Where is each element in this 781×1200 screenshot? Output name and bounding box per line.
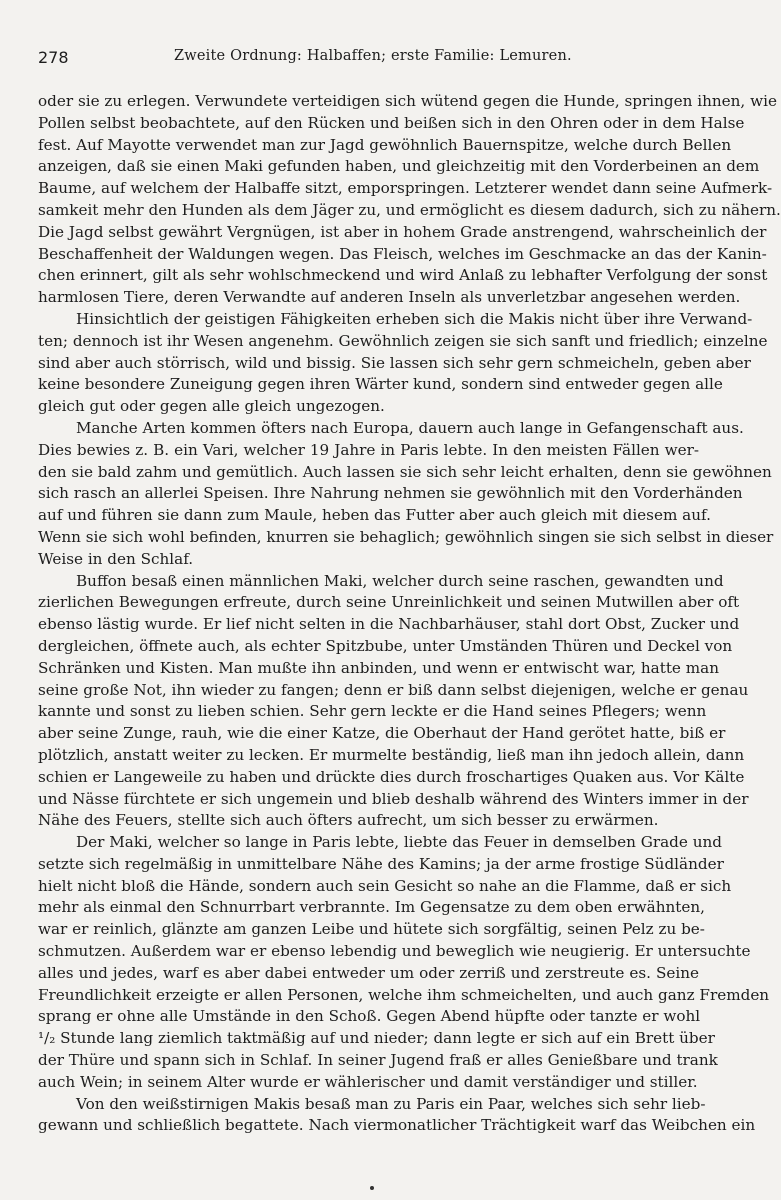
text-line: zierlichen Bewegungen erfreute, durch seine Unreinlichkeit und seinen Mutwillen aber oft — [38, 593, 740, 612]
text-line: Der Maki, welcher so lange in Paris lebte, liebte das Feuer in demselben Grade und — [76, 833, 722, 852]
text-line: auf und führen sie dann zum Maule, heben das Futter aber auch gleich mit diesem auf. — [38, 506, 711, 525]
text-line: und Nässe fürchtete er sich ungemein und blieb deshalb während des Winters immer in der — [38, 789, 749, 808]
text-line: gewann und schließlich begattete. Nach viermonatlicher Trächtigkeit warf das Weibchen ein — [38, 1116, 756, 1135]
running-head: Zweite Ordnung: Halbaffen; erste Familie: Lemuren. — [174, 48, 572, 64]
text-line: Freundlichkeit erzeigte er allen Personen, welche ihm schmeichelten, und auch ganz Fremden — [38, 985, 770, 1004]
text-line: hielt nicht bloß die Hände, sondern auch sein Gesicht so nahe an die Flamme, daß er sich — [38, 876, 732, 895]
text-line: den sie bald zahm und gemütlich. Auch lassen sie sich sehr leicht erhalten, denn sie gewöhnen — [38, 462, 772, 481]
text-line: Nähe des Feuers, stellte sich auch öfters aufrecht, um sich besser zu erwärmen. — [38, 811, 659, 830]
text-line: schien er Langeweile zu haben und drückte dies durch froschartiges Quaken aus. Vor Kälte — [38, 767, 745, 786]
text-line: Buffon besaß einen männlichen Maki, welcher durch seine raschen, gewandten und — [76, 571, 724, 590]
text-line: setzte sich regelmäßig in unmittelbare Nähe des Kamins; ja der arme frostige Südländer — [38, 854, 724, 873]
text-line: chen erinnert, gilt als sehr wohlschmeckend und wird Anlaß zu lebhafter Verfolgung der sonst — [38, 266, 768, 285]
text-line: sind aber auch störrisch, wild und bissig. Sie lassen sich sehr gern schmeicheln, geben aber — [38, 353, 751, 372]
text-line: ten; dennoch ist ihr Wesen angenehm. Gewöhnlich zeigen sie sich sanft und friedlich; einzelne — [38, 331, 768, 350]
text-line: war er reinlich, glänzte am ganzen Leibe und hütete sich sorgfältig, seinen Pelz zu be- — [38, 920, 705, 939]
text-line: der Thüre und spann sich in Schlaf. In seiner Jugend fraß er alles Genießbare und trank — [38, 1051, 718, 1070]
text-line: sprang er ohne alle Umstände in den Schoß. Gegen Abend hüpfte oder tanzte er wohl — [38, 1007, 701, 1026]
text-line: Weise in den Schlaf. — [38, 549, 194, 568]
text-line: ¹/₂ Stunde lang ziemlich taktmäßig auf und nieder; dann legte er sich auf ein Brett über — [38, 1029, 715, 1048]
text-line: auch Wein; in seinem Alter wurde er wählerischer und damit verständiger und stiller. — [38, 1072, 698, 1091]
text-line: Wenn sie sich wohl befinden, knurren sie behaglich; gewöhnlich singen sie sich selbst in dieser — [38, 527, 774, 546]
text-line: ebenso lästig wurde. Er lief nicht selten in die Nachbarhäuser, stahl dort Obst, Zucker und — [38, 615, 740, 634]
text-line: samkeit mehr den Hunden als dem Jäger zu, und ermöglicht es diesem dadurch, sich zu nähern. — [38, 200, 781, 219]
text-line: aber seine Zunge, rauh, wie die einer Katze, die Oberhaut der Hand gerötet hatte, biß er — [38, 724, 726, 743]
text-line: schmutzen. Außerdem war er ebenso lebendig und beweglich wie neugierig. Er untersuchte — [38, 942, 751, 961]
text-line: plötzlich, anstatt weiter zu lecken. Er murmelte beständig, ließ man ihn jedoch allein, dann — [38, 745, 745, 764]
text-line: Schränken und Kisten. Man mußte ihn anbinden, und wenn er entwischt war, hatte man — [38, 658, 719, 677]
text-line: alles und jedes, warf es aber dabei entweder um oder zerriß und zerstreute es. Seine — [38, 963, 699, 982]
text-line: oder sie zu erlegen. Verwundete verteidigen sich wütend gegen die Hunde, springen ihnen, wie — [38, 92, 777, 110]
text-line: Pollen selbst beobachtete, auf den Rücken und beißen sich in den Ohren oder in dem Halse — [38, 113, 745, 132]
text-line: Hinsichtlich der geistigen Fähigkeiten erheben sich die Makis nicht über ihre Verwand- — [76, 309, 753, 328]
page-number: 278 — [38, 48, 69, 67]
text-line: sich rasch an allerlei Speisen. Ihre Nahrung nehmen sie gewöhnlich mit den Vorderhänden — [38, 484, 743, 503]
text-line: seine große Not, ihn wieder zu fangen; denn er biß dann selbst diejenigen, welche er genau — [38, 680, 749, 699]
text-line: dergleichen, öffnete auch, als echter Spitzbube, unter Umständen Thüren und Deckel von — [38, 636, 733, 655]
text-line: fest. Auf Mayotte verwendet man zur Jagd gewöhnlich Bauernspitze, welche durch Bellen — [38, 135, 732, 154]
text-line: harmlosen Tiere, deren Verwandte auf anderen Inseln als unverletzbar angesehen werden. — [38, 288, 741, 307]
text-line: Manche Arten kommen öfters nach Europa, dauern auch lange in Gefangenschaft aus. — [76, 418, 744, 437]
text-line: kannte und sonst zu lieben schien. Sehr gern leckte er die Hand seines Pflegers; wenn — [38, 702, 707, 721]
text-line: mehr als einmal den Schnurrbart verbrannte. Im Gegensatze zu dem oben erwähnten, — [38, 898, 705, 917]
text-line: anzeigen, daß sie einen Maki gefunden haben, und gleichzeitig mit den Vorderbeinen an dem — [38, 157, 760, 176]
text-line: Von den weißstirnigen Makis besaß man zu Paris ein Paar, welches sich sehr lieb- — [76, 1094, 706, 1113]
text-line: Die Jagd selbst gewährt Vergnügen, ist aber in hohem Grade anstrengend, wahrscheinlich der — [38, 222, 767, 241]
text-line: Baume, auf welchem der Halbaffe sitzt, emporspringen. Letzterer wendet dann seine Aufmerk- — [38, 179, 773, 198]
footer-mark — [370, 1186, 374, 1190]
text-line: Dies bewies z. B. ein Vari, welcher 19 Jahre in Paris lebte. In den meisten Fällen wer- — [38, 440, 699, 459]
text-line: Beschaffenheit der Waldungen wegen. Das Fleisch, welches im Geschmacke an das der Kanin- — [38, 244, 767, 263]
text-line: gleich gut oder gegen alle gleich ungezogen. — [38, 397, 385, 416]
text-line: keine besondere Zuneigung gegen ihren Wärter kund, sondern sind entweder gegen alle — [38, 375, 723, 394]
body-text — [38, 91, 781, 1137]
page-header — [38, 40, 699, 70]
